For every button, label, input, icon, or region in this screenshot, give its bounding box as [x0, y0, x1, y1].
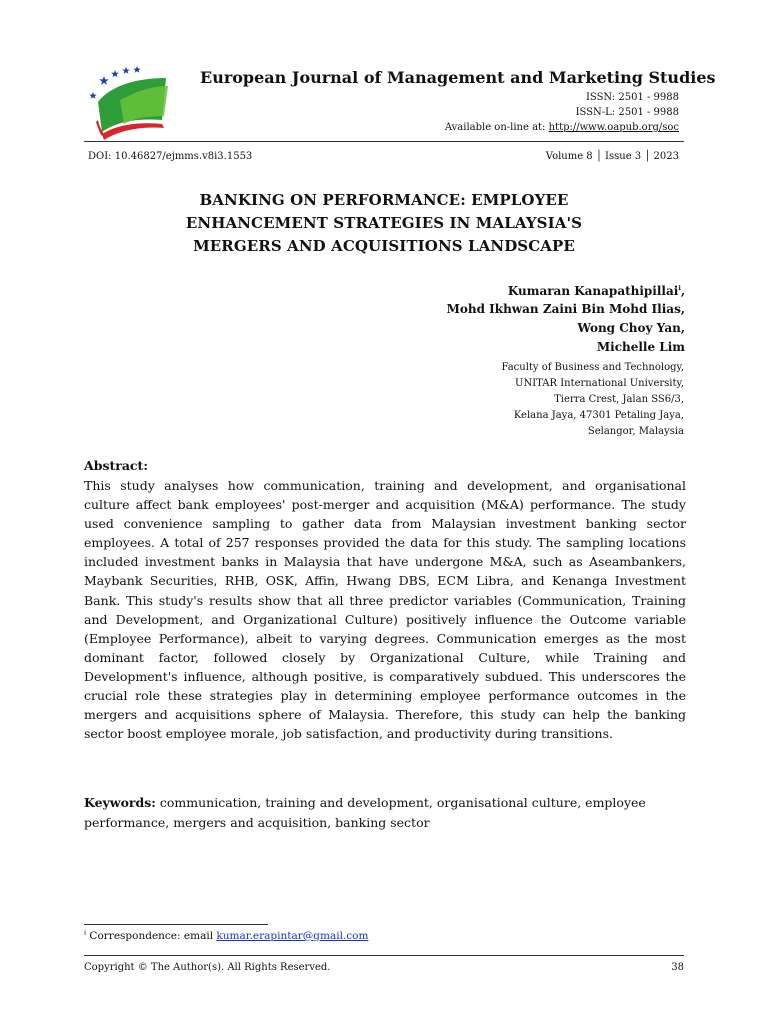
author-name: Michelle Lim	[596, 340, 685, 354]
author-name: Kumaran Kanapathipillai$^i$,	[507, 284, 685, 298]
header-divider	[84, 141, 684, 142]
abstract-heading: Abstract:	[84, 458, 148, 473]
journal-url-link[interactable]: http://www.oapub.org/soc	[548, 122, 679, 133]
author-name: Wong Choy Yan,	[577, 321, 685, 335]
affiliation-line: Faculty of Business and Technology,	[501, 362, 684, 373]
issn: ISSN: 2501 - 9988	[585, 92, 679, 103]
footnote-marker: i	[678, 284, 681, 292]
title-line: ENHANCEMENT STRATEGIES IN MALAYSIA'S	[185, 214, 583, 232]
footer-divider	[84, 955, 684, 956]
affiliation-line: Kelana Jaya, 47301 Petaling Jaya,	[513, 410, 684, 421]
keywords	[84, 793, 686, 832]
page-number: 38	[671, 962, 684, 973]
journal-logo-icon	[88, 64, 188, 142]
footnote-marker: i	[84, 928, 87, 937]
issn-l: ISSN-L: 2501 - 9988	[575, 107, 679, 118]
availability-label: Available on-line at:	[444, 122, 549, 133]
volume-issue-year: Volume 8 │ Issue 3 │ 2023	[545, 151, 679, 162]
affiliation-line: Tierra Crest, Jalan SS6/3,	[554, 394, 684, 405]
copyright: Copyright © The Author(s). All Rights Reserved.	[84, 962, 331, 973]
title-line: MERGERS AND ACQUISITIONS LANDSCAPE	[193, 237, 575, 255]
abstract-body: This study analyses how communication, training and development, and organisational culture affect bank employees' post-merger and acquisition (M&A) performance. The study used convenience sampling to gather data from Malaysian investment banking sector employees. A total of 257 responses provided the data for this study. The sampling locations included investment banks in Malaysia that have undergone M&A, such as Aseambankers, Maybank Securities, RHB, OSK, Affin, Hwang DBS, ECM Libra, and Kenanga Investment Bank. This study's results show that all three predictor variables (Communication, Training and Development, and Organizational Culture) positively influence the Outcome variable (Employee Performance), albeit to varying degrees. Communication emerges as the most dominant factor, followed closely by Organizational Culture, while Training and Development's influence, although positive, is comparatively subdued. This underscores the crucial role these strategies play in determining employee performance outcomes in the mergers and acquisitions sphere of Malaysia. Therefore, this study can help the banking sector boost employee morale, job satisfaction, and productivity during transitions.	[84, 478, 686, 742]
footnote	[84, 930, 368, 942]
paper-title	[84, 189, 684, 258]
title-line: BANKING ON PERFORMANCE: EMPLOYEE	[199, 191, 569, 209]
footnote-divider	[84, 924, 268, 925]
affiliation-line: Selangor, Malaysia	[587, 426, 684, 437]
footnote-label: Correspondence: email	[86, 930, 217, 942]
journal-title: European Journal of Management and Marketing Studies	[200, 68, 716, 87]
author-name: Mohd Ikhwan Zaini Bin Mohd Ilias,	[446, 302, 685, 316]
keywords-label: Keywords:	[84, 795, 156, 810]
keywords-text: communication, training and development, organisational culture, employee performance, mergers and acquisition, banking sector	[84, 795, 646, 830]
doi: DOI: 10.46827/ejmms.v8i3.1553	[88, 151, 253, 162]
correspondence-email-link[interactable]: kumar.erapintar@gmail.com	[216, 930, 369, 942]
affiliation-line: UNITAR International University,	[515, 378, 684, 389]
availability-line	[445, 121, 679, 134]
